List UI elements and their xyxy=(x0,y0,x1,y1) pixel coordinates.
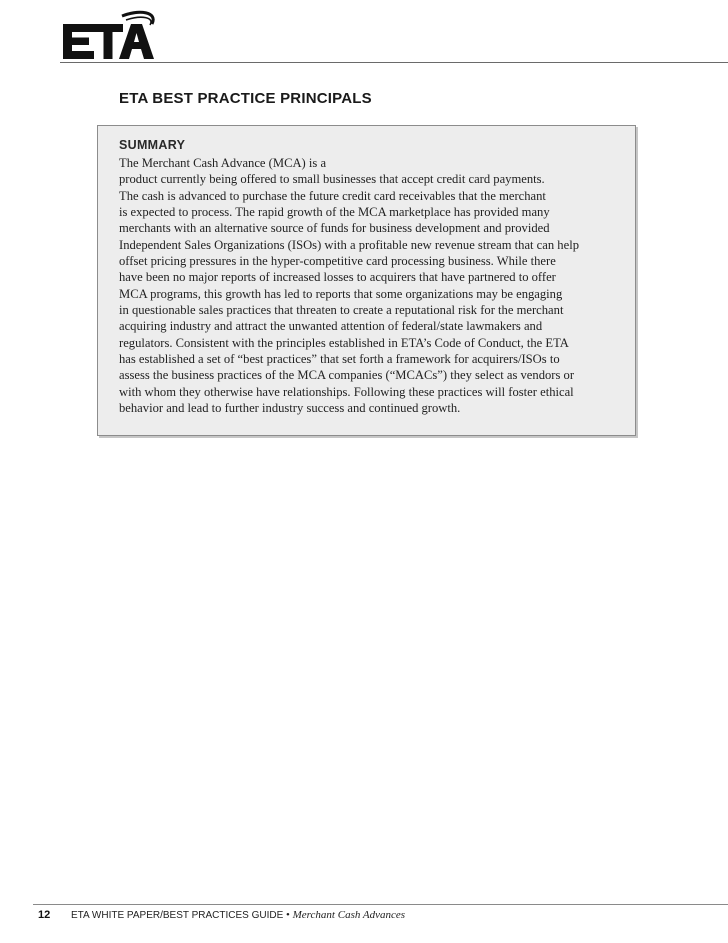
eta-logo xyxy=(60,10,160,62)
summary-line: with whom they otherwise have relationships. Following these practices will foster ethical xyxy=(119,384,574,399)
page-footer xyxy=(38,909,405,921)
summary-line: behavior and lead to further industry success and continued growth. xyxy=(119,401,461,416)
summary-line: product currently being offered to small businesses that accept credit card payments. xyxy=(119,172,545,187)
summary-line: acquiring industry and attract the unwanted attention of federal/state lawmakers and xyxy=(119,319,543,334)
logo-letter-a xyxy=(119,24,154,59)
footer-separator: • xyxy=(283,909,293,921)
summary-line: The cash is advanced to purchase the future credit card receivables that the merchant xyxy=(119,188,546,203)
summary-line: regulators. Consistent with the principles established in ETA’s Code of Conduct, the ETA xyxy=(119,335,569,350)
page-number: 12 xyxy=(38,909,51,921)
logo-letter-e xyxy=(63,24,94,59)
summary-line: offset pricing pressures in the hyper-competitive card processing business. While there xyxy=(119,254,556,269)
summary-line: have been no major reports of increased losses to acquirers that have partnered to offer xyxy=(119,270,556,285)
footer-rule xyxy=(33,904,728,905)
summary-title: SUMMARY xyxy=(119,138,186,152)
summary-line: has established a set of “best practices” that set forth a framework for acquirers/ISOs to xyxy=(119,352,560,367)
summary-line: assess the business practices of the MCA companies (“MCACs”) they select as vendors or xyxy=(119,368,575,383)
footer-subtitle: Merchant Cash Advances xyxy=(292,909,406,921)
logo-letter-t xyxy=(93,24,123,59)
summary-body xyxy=(119,155,579,417)
summary-line: The Merchant Cash Advance (MCA) is a xyxy=(119,156,327,170)
footer-title: ETA WHITE PAPER/BEST PRACTICES GUIDE xyxy=(71,910,284,921)
summary-line: MCA programs, this growth has led to reports that some organizations may be engaging xyxy=(119,286,563,301)
header-rule xyxy=(60,62,728,63)
summary-line: merchants with an alternative source of funds for business development and provided xyxy=(119,221,550,236)
summary-line: Independent Sales Organizations (ISOs) with a profitable new revenue stream that can help xyxy=(119,237,579,252)
section-heading: ETA BEST PRACTICE PRINCIPALS xyxy=(119,90,372,107)
summary-line: in questionable sales practices that threaten to create a reputational risk for the merchant xyxy=(119,303,564,318)
summary-line: is expected to process. The rapid growth of the MCA marketplace has provided many xyxy=(119,205,550,220)
